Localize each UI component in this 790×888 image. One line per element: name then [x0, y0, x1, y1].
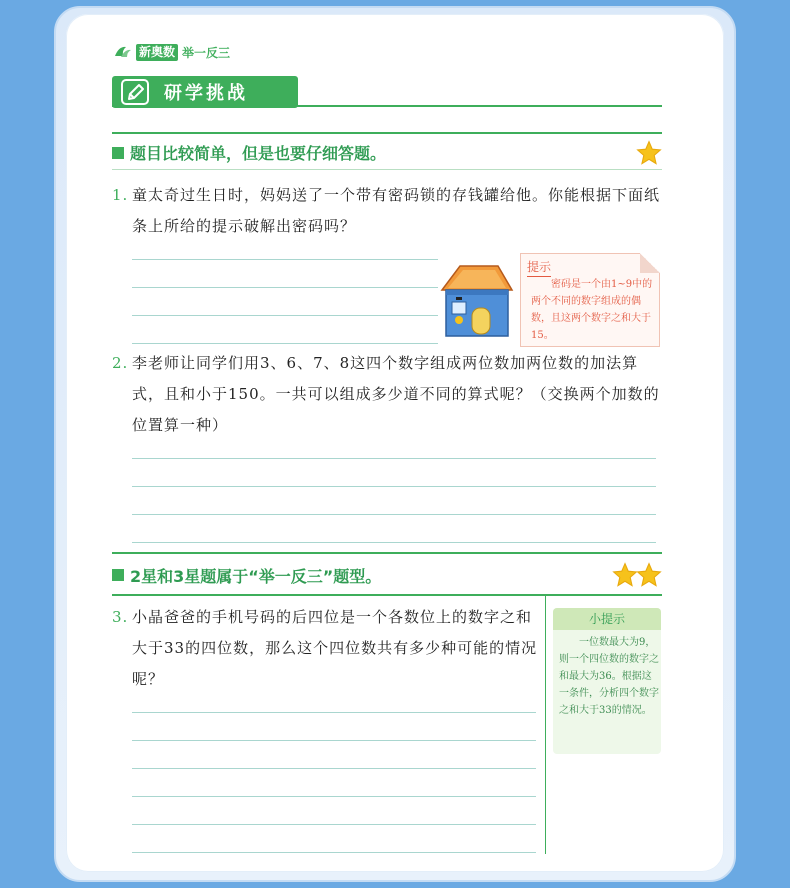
- answer-line[interactable]: [132, 514, 656, 515]
- tip-tag: 小提示: [553, 608, 661, 630]
- answer-line[interactable]: [132, 740, 536, 741]
- star-icon: [612, 562, 638, 588]
- question-1-number: 1.: [112, 186, 129, 204]
- section-banner: [112, 76, 298, 108]
- tip-box: [553, 608, 661, 754]
- question-3-number: 3.: [112, 608, 129, 626]
- brand-subtitle: 举一反三: [182, 45, 231, 60]
- part2-top-rule: [112, 552, 662, 554]
- part1-title: 题目比较简单，但是也要仔细答题。: [130, 144, 387, 163]
- question-3-text: 小晶爸爸的手机号码的后四位是一个各数位上的数字之和大于33的四位数，那么这个四位数共有多少种可能的情况呢？: [132, 608, 538, 688]
- star-icon: [636, 562, 662, 588]
- part2-header: [112, 558, 662, 592]
- answer-line[interactable]: [132, 824, 536, 825]
- hint-tag: 提示: [527, 258, 551, 277]
- answer-line[interactable]: [132, 259, 438, 260]
- brand-badge: 新奥数: [136, 44, 178, 61]
- pencil-icon: [120, 78, 150, 106]
- part1-top-rule: [112, 132, 662, 134]
- question-1: [112, 180, 662, 242]
- brand-logo-icon: [114, 44, 132, 60]
- question-2-text: 李老师让同学们用3、6、7、8这四个数字组成两位数加两位数的加法算式，且和小于150。一共可以组成多少道不同的算式呢？（交换两个加数的位置算一种）: [132, 354, 660, 434]
- folded-corner: [640, 253, 660, 273]
- answer-line[interactable]: [132, 315, 438, 316]
- section-title: 研学挑战: [164, 83, 248, 104]
- answer-line[interactable]: [132, 712, 536, 713]
- part2-bottom-rule: [112, 594, 662, 596]
- question-3: [112, 602, 540, 695]
- house-piggy-bank-icon: [438, 262, 516, 340]
- square-bullet-icon: [112, 147, 124, 159]
- answer-line[interactable]: [132, 287, 438, 288]
- star-icon: [636, 140, 662, 166]
- answer-line[interactable]: [132, 542, 656, 543]
- part1-header: [112, 136, 662, 170]
- answer-line[interactable]: [132, 796, 536, 797]
- answer-line[interactable]: [132, 343, 438, 344]
- answer-line[interactable]: [132, 486, 656, 487]
- question-1-text: 童太奇过生日时，妈妈送了一个带有密码锁的存钱罐给他。你能根据下面纸条上所给的提示破解出密码吗？: [132, 186, 661, 235]
- question-2: [112, 348, 662, 441]
- section-divider: [112, 105, 662, 107]
- square-bullet-icon: [112, 569, 124, 581]
- hint-note: [520, 253, 660, 347]
- tip-text: 一位数最大为9，则一个四位数的数字之和最大为36。根据这一条件，分析四个数字之和大于33的情况。: [559, 637, 659, 716]
- answer-line[interactable]: [132, 768, 536, 769]
- part2-title: 2星和3星题属于“举一反三”题型。: [130, 566, 382, 586]
- hint-text: 密码是一个由1~9中的两个不同的数字组成的偶数，且这两个数字之和大于15。: [531, 279, 653, 341]
- answer-line[interactable]: [132, 458, 656, 459]
- brand-header: [114, 42, 230, 62]
- answer-line[interactable]: [132, 852, 536, 853]
- column-divider: [545, 596, 546, 854]
- question-2-number: 2.: [112, 354, 129, 372]
